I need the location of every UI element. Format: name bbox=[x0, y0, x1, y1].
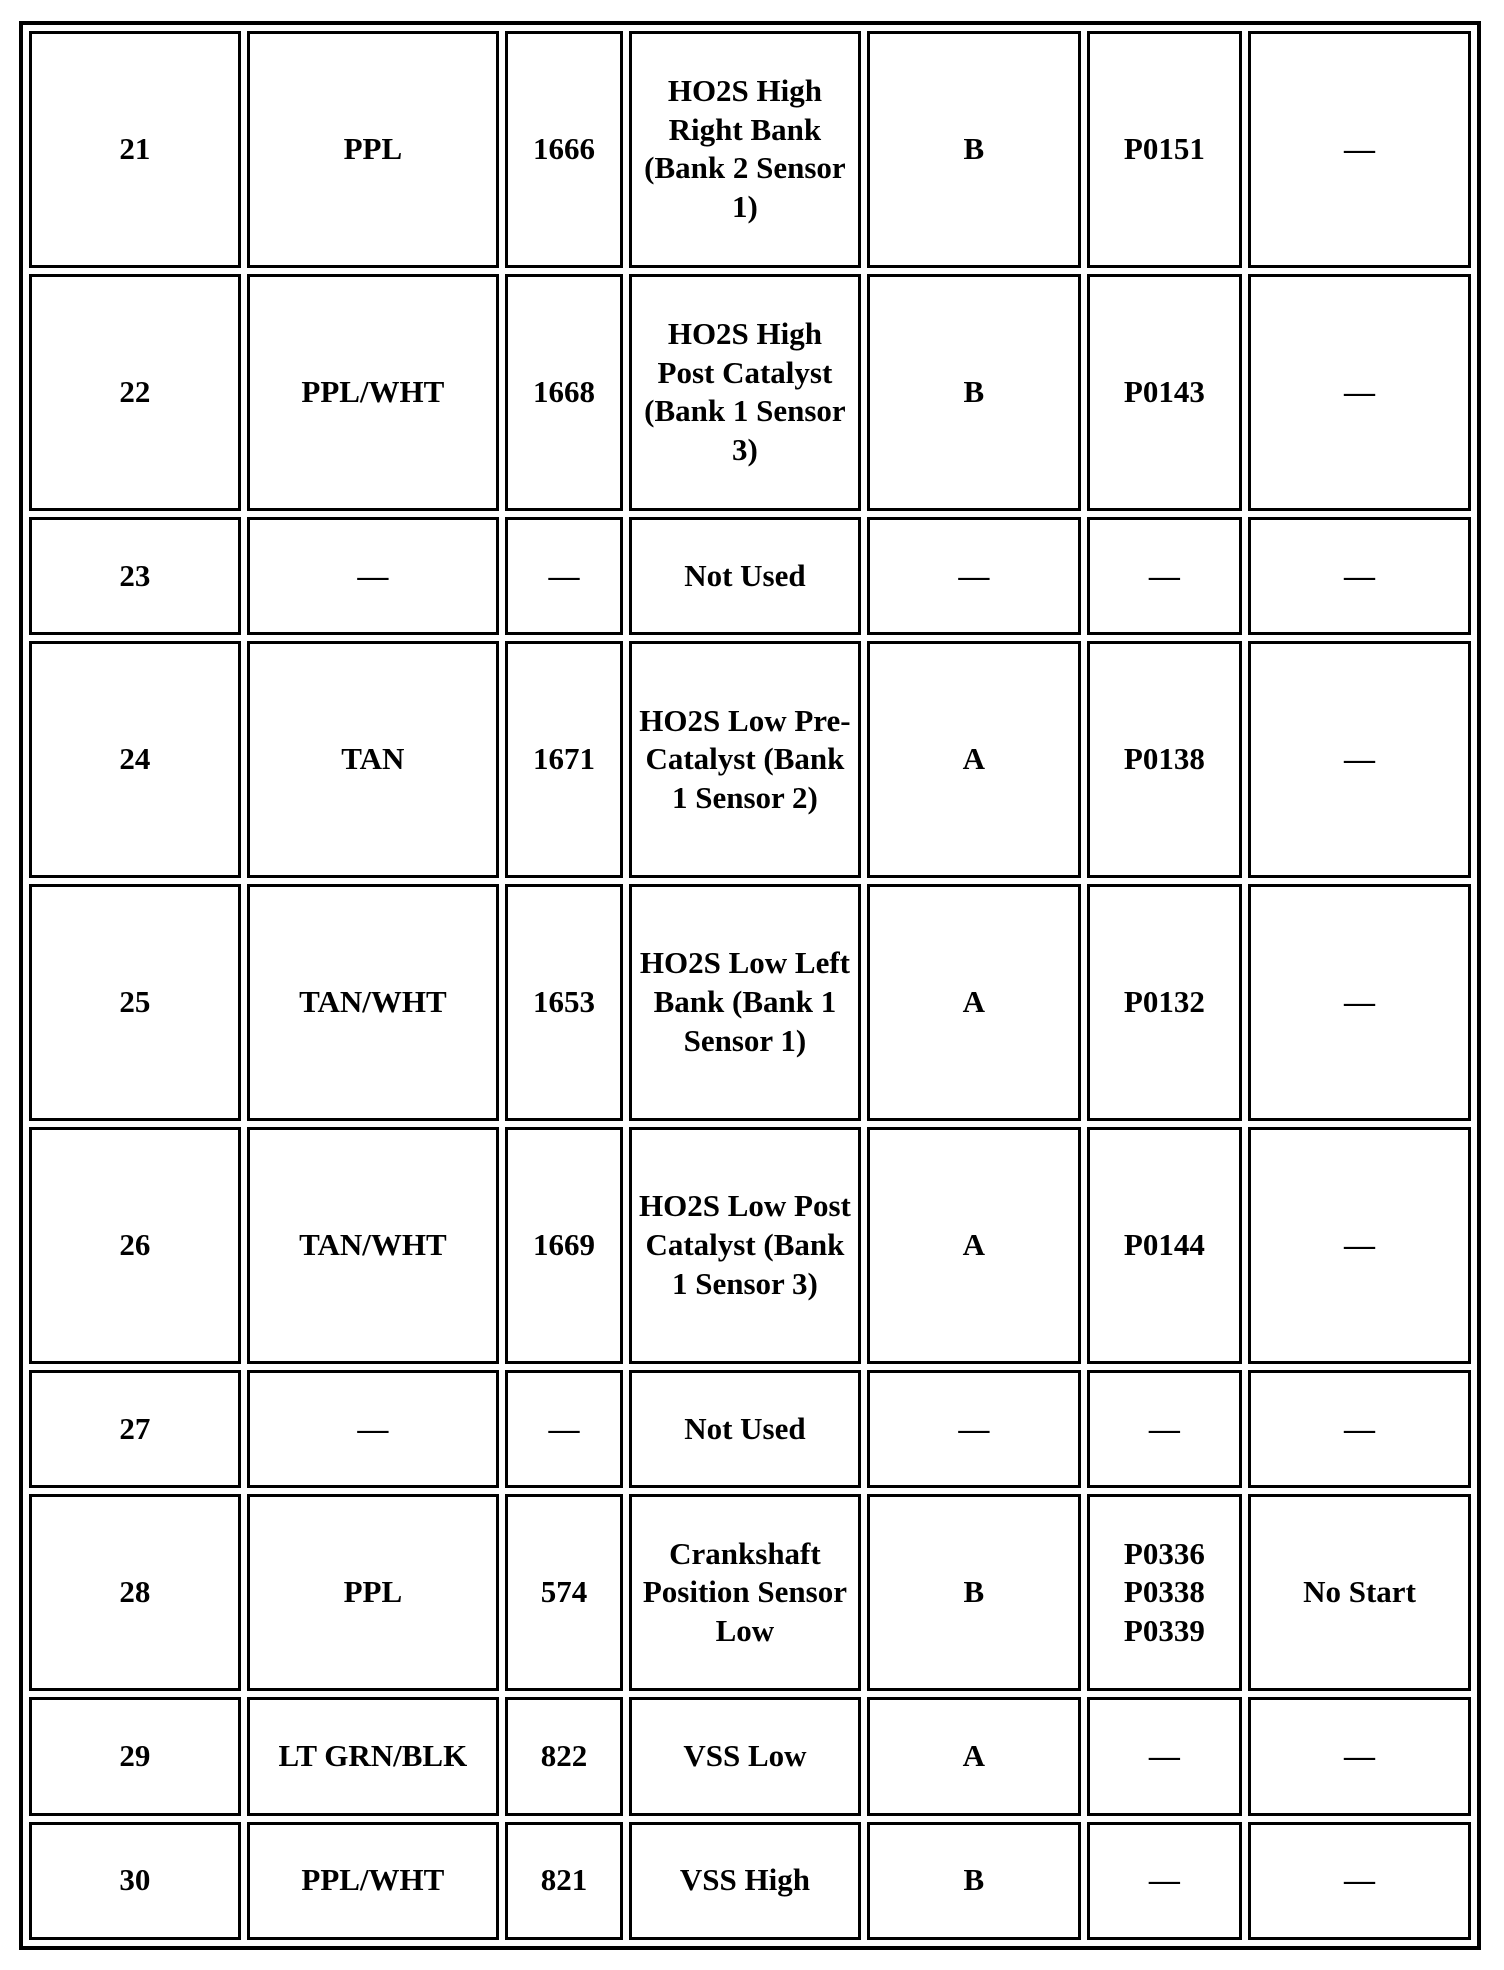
connector-cell: B bbox=[867, 1494, 1081, 1691]
table-row bbox=[29, 1697, 1471, 1815]
pin-number-cell: 25 bbox=[29, 884, 241, 1121]
connector-cell: B bbox=[867, 1822, 1081, 1941]
pin-number-cell: 29 bbox=[29, 1697, 241, 1815]
symptom-cell: — bbox=[1248, 1370, 1471, 1488]
table-row bbox=[29, 641, 1471, 878]
dtc-cell bbox=[1087, 1370, 1242, 1488]
symptom-cell: No Start bbox=[1248, 1494, 1471, 1691]
circuit-number-cell: 1668 bbox=[505, 274, 623, 511]
pin-number-cell: 30 bbox=[29, 1822, 241, 1941]
function-cell: HO2S Low Post Catalyst (Bank 1 Sensor 3) bbox=[629, 1127, 861, 1364]
function-cell: Crankshaft Position Sensor Low bbox=[629, 1494, 861, 1691]
function-cell: VSS High bbox=[629, 1822, 861, 1941]
connector-pinout-table bbox=[19, 21, 1481, 1950]
wire-color-cell: TAN bbox=[247, 641, 499, 878]
dtc-cell bbox=[1087, 517, 1242, 635]
pin-number-cell: 26 bbox=[29, 1127, 241, 1364]
symptom-cell: — bbox=[1248, 274, 1471, 511]
dtc-code: P0336 bbox=[1123, 1535, 1205, 1571]
connector-cell: A bbox=[867, 641, 1081, 878]
wire-color-cell: TAN/WHT bbox=[247, 1127, 499, 1364]
wire-color-cell: PPL/WHT bbox=[247, 274, 499, 511]
circuit-number-cell: 574 bbox=[505, 1494, 623, 1691]
dtc-code: — bbox=[1148, 1737, 1180, 1773]
connector-cell: — bbox=[867, 1370, 1081, 1488]
dtc-code: P0138 bbox=[1123, 741, 1205, 777]
dtc-code: — bbox=[1148, 557, 1180, 593]
connector-cell: A bbox=[867, 1127, 1081, 1364]
function-cell: HO2S High Right Bank (Bank 2 Sensor 1) bbox=[629, 31, 861, 268]
table-row bbox=[29, 1127, 1471, 1364]
dtc-cell bbox=[1087, 1127, 1242, 1364]
wire-color-cell: TAN/WHT bbox=[247, 884, 499, 1121]
pin-number-cell: 21 bbox=[29, 31, 241, 268]
dtc-code: — bbox=[1148, 1410, 1180, 1446]
symptom-cell: — bbox=[1248, 31, 1471, 268]
table-row bbox=[29, 31, 1471, 268]
dtc-cell bbox=[1087, 1697, 1242, 1815]
symptom-cell: — bbox=[1248, 517, 1471, 635]
dtc-cell bbox=[1087, 1494, 1242, 1691]
circuit-number-cell: 1669 bbox=[505, 1127, 623, 1364]
function-cell: VSS Low bbox=[629, 1697, 861, 1815]
dtc-cell bbox=[1087, 274, 1242, 511]
pin-number-cell: 22 bbox=[29, 274, 241, 511]
circuit-number-cell: 821 bbox=[505, 1822, 623, 1941]
symptom-cell: — bbox=[1248, 1697, 1471, 1815]
dtc-code: P0339 bbox=[1123, 1613, 1205, 1649]
symptom-cell: — bbox=[1248, 1127, 1471, 1364]
wire-color-cell: — bbox=[247, 517, 499, 635]
connector-cell: — bbox=[867, 517, 1081, 635]
function-cell: HO2S Low Left Bank (Bank 1 Sensor 1) bbox=[629, 884, 861, 1121]
dtc-code: P0143 bbox=[1123, 373, 1205, 409]
table-row bbox=[29, 1370, 1471, 1488]
pin-number-cell: 27 bbox=[29, 1370, 241, 1488]
circuit-number-cell: — bbox=[505, 517, 623, 635]
wire-color-cell: PPL/WHT bbox=[247, 1822, 499, 1941]
symptom-cell: — bbox=[1248, 884, 1471, 1121]
dtc-code: — bbox=[1148, 1862, 1180, 1898]
symptom-cell: — bbox=[1248, 1822, 1471, 1941]
dtc-cell bbox=[1087, 641, 1242, 878]
function-cell: HO2S Low Pre-Catalyst (Bank 1 Sensor 2) bbox=[629, 641, 861, 878]
circuit-number-cell: 1671 bbox=[505, 641, 623, 878]
wire-color-cell: PPL bbox=[247, 31, 499, 268]
function-cell: HO2S High Post Catalyst (Bank 1 Sensor 3) bbox=[629, 274, 861, 511]
pin-number-cell: 23 bbox=[29, 517, 241, 635]
connector-cell: A bbox=[867, 884, 1081, 1121]
dtc-cell bbox=[1087, 1822, 1242, 1941]
dtc-code: P0132 bbox=[1123, 984, 1205, 1020]
table-row bbox=[29, 884, 1471, 1121]
wire-color-cell: — bbox=[247, 1370, 499, 1488]
circuit-number-cell: — bbox=[505, 1370, 623, 1488]
circuit-number-cell: 822 bbox=[505, 1697, 623, 1815]
dtc-code: P0144 bbox=[1123, 1227, 1205, 1263]
pin-number-cell: 28 bbox=[29, 1494, 241, 1691]
connector-cell: A bbox=[867, 1697, 1081, 1815]
dtc-code: P0151 bbox=[1123, 131, 1205, 167]
connector-cell: B bbox=[867, 31, 1081, 268]
wire-color-cell: LT GRN/BLK bbox=[247, 1697, 499, 1815]
dtc-cell bbox=[1087, 31, 1242, 268]
wire-color-cell: PPL bbox=[247, 1494, 499, 1691]
function-cell: Not Used bbox=[629, 1370, 861, 1488]
connector-cell: B bbox=[867, 274, 1081, 511]
table-row bbox=[29, 1494, 1471, 1691]
symptom-cell: — bbox=[1248, 641, 1471, 878]
dtc-code: P0338 bbox=[1123, 1574, 1205, 1610]
pin-number-cell: 24 bbox=[29, 641, 241, 878]
circuit-number-cell: 1666 bbox=[505, 31, 623, 268]
table-row bbox=[29, 274, 1471, 511]
dtc-cell bbox=[1087, 884, 1242, 1121]
table-row bbox=[29, 1822, 1471, 1941]
function-cell: Not Used bbox=[629, 517, 861, 635]
circuit-number-cell: 1653 bbox=[505, 884, 623, 1121]
table-row bbox=[29, 517, 1471, 635]
